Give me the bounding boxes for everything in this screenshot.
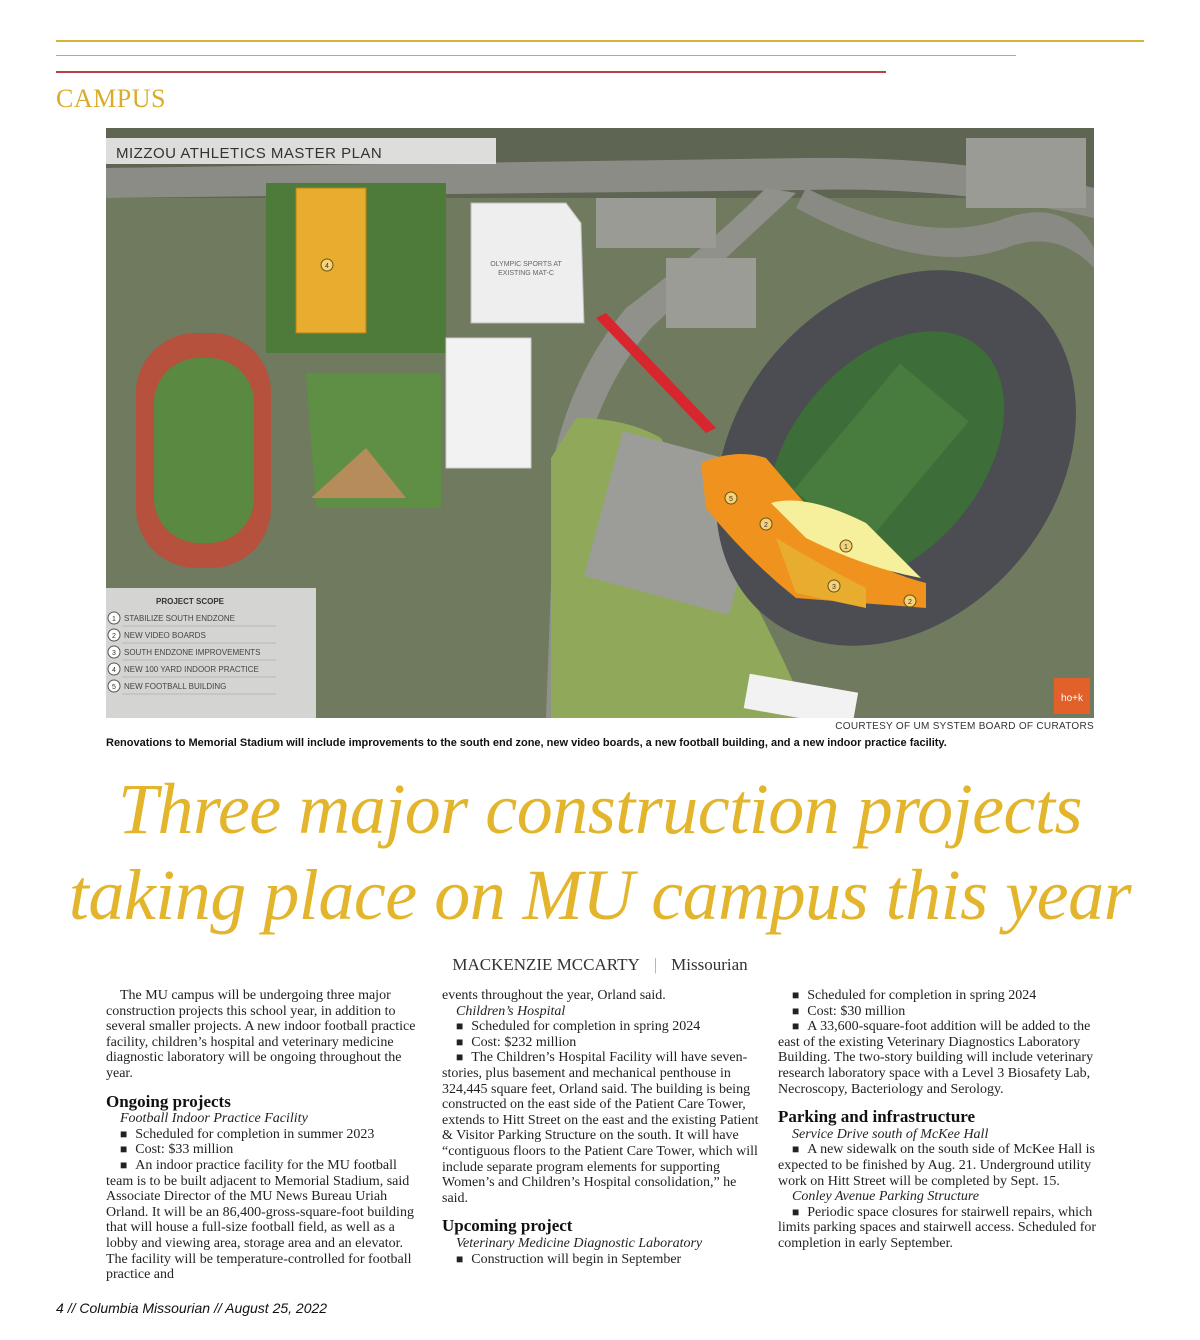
subhead-childrens-hospital: Children’s Hospital	[456, 1003, 566, 1019]
subhead-vet-lab: Veterinary Medicine Diagnostic Laboratory	[456, 1235, 703, 1251]
heading-upcoming-project: Upcoming project	[442, 1216, 573, 1236]
heading-ongoing-projects: Ongoing projects	[106, 1091, 231, 1111]
scope-item-label: NEW VIDEO BOARDS	[124, 631, 206, 640]
bullet-hospital-description: ■ The Children’s Hospital Facility will have seven-stories, plus basement and mechanical penthouse in 324,445 square feet, Orland said. The building is being constructed on the east side of the Patient Care Tower, extends to Hitt Street on the east and the existing Patient & Visitor Parking Structure on the south. It will have “contiguous floors to the Patient Care Tower, which will include separate program elements for supporting Women’s and Children’s Hospital consolidation,” he said.	[442, 1050, 760, 1206]
hok-logo-text: ho+k	[1061, 693, 1083, 704]
scope-title: PROJECT SCOPE	[156, 597, 225, 606]
byline-author: MACKENZIE MCCARTY	[452, 955, 640, 974]
bullet-vet-description: ■ A 33,600-square-foot addition will be added to the east of the existing Veterinary Diagnostics Laboratory Building. The two-story building will include veterinary research laboratory space with a Level 3 Biosafety Lab, Necroscopy, Bacteriology and Serology.	[778, 1019, 1096, 1097]
article-column-2	[442, 988, 760, 1267]
section-label: CAMPUS	[56, 84, 166, 113]
scope-number-label: 3	[112, 650, 116, 657]
bullet-hospital-cost: ■ Cost: $232 million	[442, 1035, 760, 1051]
scope-number-label: 1	[112, 616, 116, 623]
svg-text:2: 2	[908, 599, 912, 606]
olympic-label-1: OLYMPIC SPORTS AT	[490, 261, 562, 268]
bullet-vet-construction: ■ Construction will begin in September	[442, 1252, 760, 1268]
subhead-football-facility: Football Indoor Practice Facility	[120, 1111, 308, 1127]
byline	[0, 955, 1200, 975]
bullet-hospital-completion: ■ Scheduled for completion in spring 2024	[442, 1019, 760, 1035]
plan-title: MIZZOU ATHLETICS MASTER PLAN	[116, 145, 383, 162]
bullet-mckee-sidewalk: ■ A new sidewalk on the south side of McKee Hall is expected to be finished by Aug. 21. Underground utility work on Hitt Street will be completed by Sept. 15.	[778, 1142, 1096, 1189]
bullet-conley-closures: ■ Periodic space closures for stairwell repairs, which limits parking spaces and stairwell access. Scheduled for completion in early September.	[778, 1205, 1096, 1252]
bullet-vet-cost: ■ Cost: $30 million	[778, 1004, 1096, 1020]
scope-number-label: 2	[112, 633, 116, 640]
svg-text:5: 5	[729, 496, 733, 503]
photo-caption: Renovations to Memorial Stadium will include improvements to the south end zone, new video boards, a new football building, and a new indoor practice facility.	[106, 737, 947, 749]
article-column-3	[778, 988, 1096, 1252]
article-column-1	[106, 988, 424, 1283]
headline-line-1: Three major construction projects	[117, 769, 1083, 849]
bullet-vet-completion: ■ Scheduled for completion in spring 2024	[778, 988, 1096, 1004]
scope-item-label: STABILIZE SOUTH ENDZONE	[124, 614, 235, 623]
scope-number-label: 5	[112, 684, 116, 691]
top-rule-gold	[56, 40, 1144, 42]
master-plan-image	[106, 128, 1094, 718]
byline-separator: |	[653, 955, 658, 974]
subhead-conley-parking: Conley Avenue Parking Structure	[792, 1189, 980, 1205]
subhead-mckee-hall: Service Drive south of McKee Hall	[792, 1126, 989, 1142]
headline-line-2: taking place on MU campus this year	[68, 855, 1132, 935]
svg-text:4: 4	[325, 263, 329, 270]
headline	[40, 766, 1160, 938]
svg-text:1: 1	[844, 544, 848, 551]
bullet-football-description: ■ An indoor practice facility for the MU football team is to be built adjacent to Memorial Stadium, said Associate Director of the MU News Bureau Uriah Orland. It will be an 86,400-gross-square-foot building that will house a full-size football field, as well as a lobby and viewing area, storage area and an elevator. The facility will be temperature-controlled for football practice and	[106, 1158, 424, 1283]
svg-text:2: 2	[764, 522, 768, 529]
top-rule-red	[56, 71, 886, 73]
scope-item-label: NEW 100 YARD INDOOR PRACTICE	[124, 665, 259, 674]
scope-item-label: SOUTH ENDZONE IMPROVEMENTS	[124, 648, 261, 657]
top-rule-blue	[56, 55, 1016, 56]
photo-credit: COURTESY OF UM SYSTEM BOARD OF CURATORS	[835, 721, 1094, 732]
article-intro: The MU campus will be undergoing three major construction projects this school year, in addition to several smaller projects. A new indoor football practice facility, children’s hospital and veterinary medicine diagnostic laboratory will be ongoing throughout the year.	[106, 988, 416, 1081]
olympic-label-2: EXISTING MAT-C	[498, 270, 554, 277]
bullet-football-cost: ■ Cost: $33 million	[106, 1142, 424, 1158]
page-footer: 4 // Columbia Missourian // August 25, 2022	[56, 1300, 328, 1316]
article-continuation: events throughout the year, Orland said.	[442, 988, 666, 1003]
byline-outlet: Missourian	[671, 955, 748, 974]
svg-text:3: 3	[832, 584, 836, 591]
heading-parking-infrastructure: Parking and infrastructure	[778, 1107, 976, 1127]
scope-item-label: NEW FOOTBALL BUILDING	[124, 682, 227, 691]
scope-number-label: 4	[112, 667, 116, 674]
bullet-football-completion: ■ Scheduled for completion in summer 2023	[106, 1127, 424, 1143]
